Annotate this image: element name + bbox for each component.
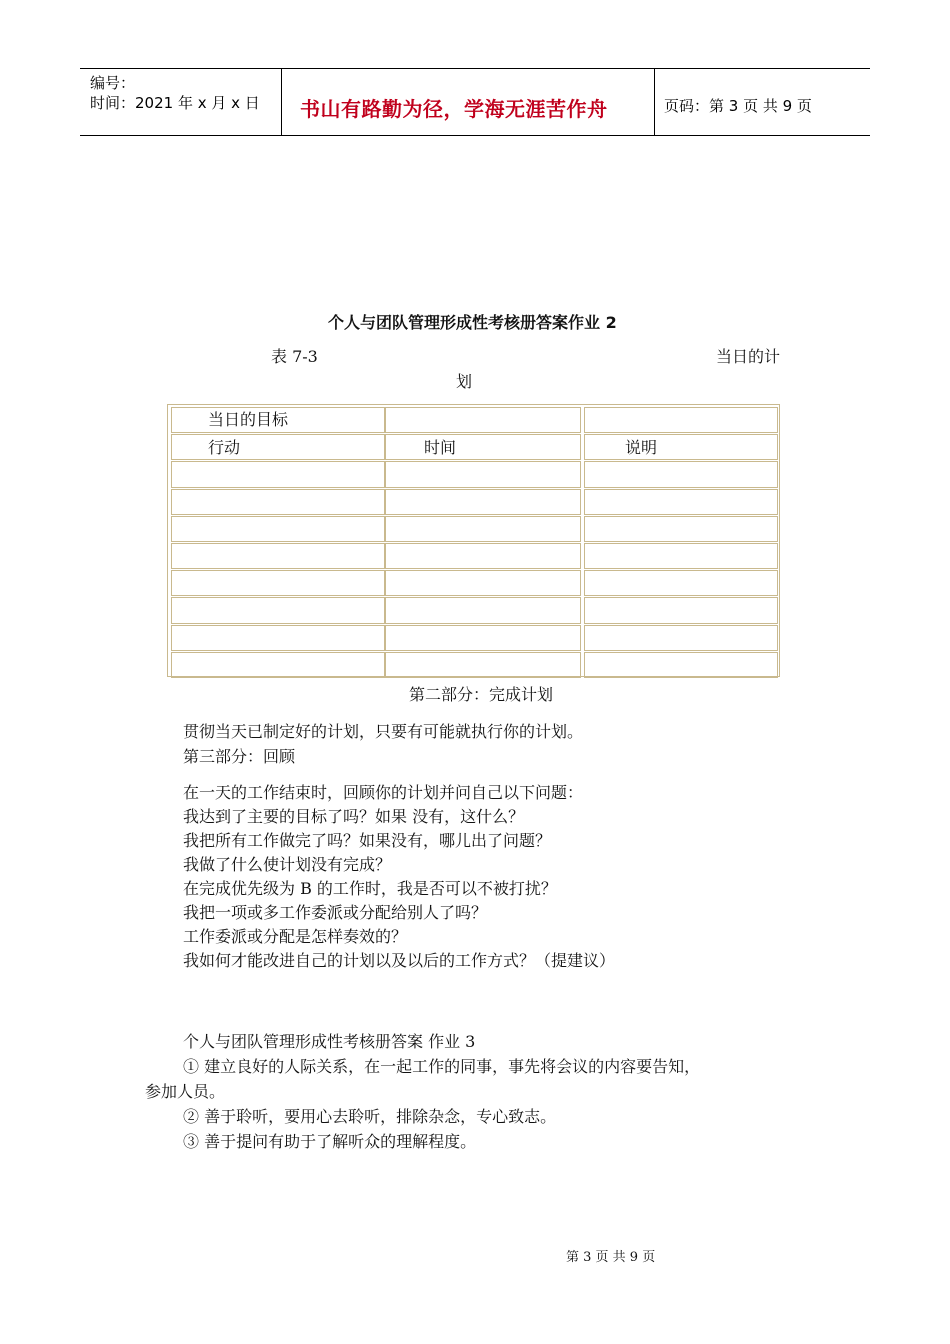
plan-cell xyxy=(385,407,581,433)
plan-cell xyxy=(584,461,778,487)
plan-cell xyxy=(584,489,778,515)
table-title-part2: 划 xyxy=(456,372,473,391)
plan-cell xyxy=(385,625,581,651)
header-motto: 书山有路勤为径，学海无涯苦作舟 xyxy=(300,97,608,121)
page-footer: 第 3 页 共 9 页 xyxy=(566,1250,656,1265)
goal-label: 当日的目标 xyxy=(208,410,289,429)
header-divider-right xyxy=(654,68,655,135)
plan-cell xyxy=(171,434,385,460)
plan-cell xyxy=(584,543,778,569)
table-title-part1: 当日的计 xyxy=(716,347,781,366)
header-time-label: 时间：2021 年 x 月 x 日 xyxy=(90,94,260,112)
col-note-header: 说明 xyxy=(625,438,658,457)
plan-cell xyxy=(584,570,778,596)
plan-cell xyxy=(385,652,581,678)
plan-cell xyxy=(171,570,385,596)
plan-cell xyxy=(584,597,778,623)
plan-cell xyxy=(171,652,385,678)
plan-cell xyxy=(385,516,581,542)
part3-line: 我如何才能改进自己的计划以及以后的工作方式？（提建议） xyxy=(183,951,616,970)
header-top-rule xyxy=(80,68,870,69)
plan-cell xyxy=(385,461,581,487)
part3-line: 我做了什么使计划没有完成？ xyxy=(183,855,392,874)
part3-line: 在一天的工作结束时，回顾你的计划并问自己以下问题： xyxy=(183,783,584,802)
homework3-item1-cont: 参加人员。 xyxy=(145,1082,226,1101)
part3-line: 工作委派或分配是怎样奏效的？ xyxy=(183,927,408,946)
homework3-item1: ① 建立良好的人际关系，在一起工作的同事，事先将会议的内容要告知， xyxy=(183,1057,701,1076)
part2-heading: 第二部分：完成计划 xyxy=(409,685,554,704)
plan-cell xyxy=(584,434,778,460)
part3-line: 我把一项或多工作委派或分配给别人了吗？ xyxy=(183,903,488,922)
homework3-title: 个人与团队管理形成性考核册答案 作业 3 xyxy=(183,1032,476,1051)
plan-cell xyxy=(385,570,581,596)
plan-cell xyxy=(584,516,778,542)
plan-cell xyxy=(584,652,778,678)
plan-cell xyxy=(171,489,385,515)
plan-cell xyxy=(171,543,385,569)
plan-cell xyxy=(171,461,385,487)
plan-cell xyxy=(171,597,385,623)
plan-cell xyxy=(385,597,581,623)
header-number-label: 编号： xyxy=(90,74,136,92)
plan-cell xyxy=(584,407,778,433)
col-time-header: 时间 xyxy=(424,438,457,457)
plan-cell xyxy=(385,489,581,515)
col-action-header: 行动 xyxy=(208,438,241,457)
homework3-item2: ② 善于聆听，要用心去聆听，排除杂念，专心致志。 xyxy=(183,1107,557,1126)
part3-heading: 第三部分：回顾 xyxy=(183,747,296,766)
table-label: 表 7-3 xyxy=(271,347,318,366)
plan-cell xyxy=(171,516,385,542)
plan-cell xyxy=(385,543,581,569)
plan-cell xyxy=(385,434,581,460)
part3-line: 我达到了主要的目标了吗？如果 没有，这什么？ xyxy=(183,807,525,826)
header-divider-left xyxy=(281,68,282,135)
daily-plan-table xyxy=(167,404,780,677)
part3-line: 我把所有工作做完了吗？如果没有，哪儿出了问题？ xyxy=(183,831,552,850)
part3-line: 在完成优先级为 B 的工作时，我是否可以不被打扰？ xyxy=(183,879,557,898)
plan-cell xyxy=(171,625,385,651)
doc-title: 个人与团队管理形成性考核册答案作业 2 xyxy=(328,313,617,332)
header-page-info: 页码：第 3 页 共 9 页 xyxy=(664,97,812,115)
header-bottom-rule xyxy=(80,135,870,136)
plan-cell xyxy=(584,625,778,651)
part2-body: 贯彻当天已制定好的计划，只要有可能就执行你的计划。 xyxy=(183,722,584,741)
part3-questions xyxy=(183,781,615,973)
homework3-item3: ③ 善于提问有助于了解听众的理解程度。 xyxy=(183,1132,477,1151)
